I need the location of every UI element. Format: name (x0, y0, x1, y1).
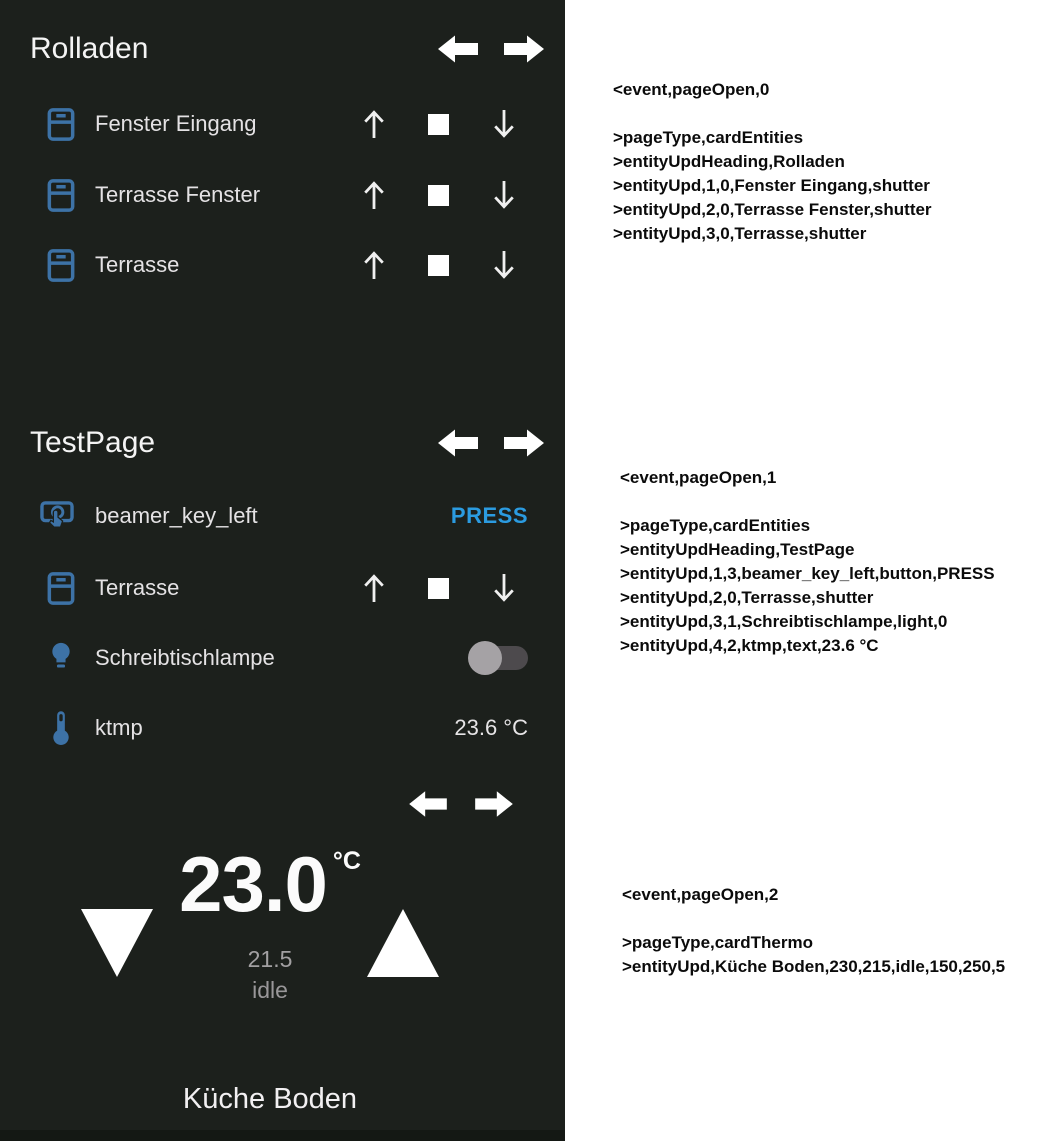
arrow-right-icon (504, 32, 544, 66)
shutter-stop-button[interactable] (427, 184, 449, 206)
arrow-down-icon (490, 107, 518, 141)
log-line: >pageType,cardEntities (620, 516, 811, 535)
arrow-left-icon (438, 426, 478, 460)
entity-row-schreibtischlampe (0, 623, 565, 693)
arrow-down-icon (490, 571, 518, 605)
log-event-line: <event,pageOpen,2 (622, 885, 779, 904)
thermometer-icon (44, 708, 78, 748)
log-line: >entityUpd,1,0,Fenster Eingang,shutter (613, 176, 930, 195)
stop-square-icon (428, 578, 449, 599)
shutter-stop-button[interactable] (427, 113, 449, 135)
thermo-title: Küche Boden (182, 1083, 358, 1115)
log-line: >entityUpdHeading,TestPage (620, 540, 855, 559)
entity-label: beamer_key_left (95, 503, 258, 528)
entity-label: Terrasse Fenster (95, 182, 261, 207)
entity-row-beamer-key-left (0, 481, 565, 551)
stop-square-icon (428, 255, 449, 276)
log-line: >entityUpd,1,3,beamer_key_left,button,PRESS (620, 564, 995, 583)
shutter-up-button[interactable] (359, 570, 389, 606)
shutter-stop-button[interactable] (427, 254, 449, 276)
light-toggle-switch[interactable] (470, 646, 528, 670)
lightbulb-icon (44, 638, 78, 678)
shutter-up-button[interactable] (359, 247, 389, 283)
arrow-up-icon (360, 107, 388, 141)
page-next-button[interactable] (504, 31, 544, 66)
entity-label: Terrasse (95, 575, 180, 600)
log-event-line: <event,pageOpen,1 (620, 468, 777, 487)
page-prev-button[interactable] (408, 786, 448, 821)
page-prev-button[interactable] (438, 31, 478, 66)
thermo-temp-unit: °C (332, 847, 361, 875)
button-press-action[interactable]: PRESS (450, 503, 528, 528)
entity-row-terrasse-2 (0, 553, 565, 623)
shutter-stop-button[interactable] (427, 577, 449, 599)
shutter-down-button[interactable] (489, 177, 519, 213)
log-panel (565, 0, 1045, 1141)
log-line: >entityUpdHeading,Rolladen (613, 152, 845, 171)
shutter-down-button[interactable] (489, 570, 519, 606)
entity-row-ktmp (0, 693, 565, 763)
text-entity-value: 23.6 °C (454, 715, 528, 740)
arrow-up-icon (360, 571, 388, 605)
log-line: >entityUpd,4,2,ktmp,text,23.6 °C (620, 636, 879, 655)
log-line: >entityUpd,2,0,Terrasse,shutter (620, 588, 874, 607)
card-heading-rolladen: Rolladen (30, 32, 149, 65)
gesture-tap-button-icon (40, 496, 74, 536)
thermo-temp-value: 23.0 (179, 840, 327, 928)
log-event-line: <event,pageOpen,0 (613, 80, 770, 99)
log-block-page2 (622, 883, 1005, 979)
entity-label: ktmp (95, 715, 143, 740)
stop-square-icon (428, 114, 449, 135)
stop-square-icon (428, 185, 449, 206)
entity-label: Terrasse (95, 252, 180, 277)
log-line: >entityUpd,2,0,Terrasse Fenster,shutter (613, 200, 932, 219)
page-nav-arrows (438, 425, 544, 460)
arrow-down-icon (490, 248, 518, 282)
log-line: >pageType,cardThermo (622, 933, 813, 952)
arrow-left-icon (438, 32, 478, 66)
log-block-page1 (620, 466, 995, 658)
arrow-down-icon (490, 178, 518, 212)
log-line: >entityUpd,Küche Boden,230,215,idle,150,250,5 (622, 957, 1006, 976)
log-block-page0 (613, 78, 932, 246)
log-spacer (613, 102, 932, 126)
arrow-right-icon (504, 426, 544, 460)
log-line: >pageType,cardEntities (613, 128, 804, 147)
log-spacer (622, 907, 1005, 931)
page-nav-arrows (408, 786, 514, 821)
arrow-left-icon (409, 788, 447, 820)
entity-row-terrasse-fenster (0, 160, 565, 230)
page-nav-arrows (438, 31, 544, 66)
page-prev-button[interactable] (438, 425, 478, 460)
log-line: >entityUpd,3,1,Schreibtischlampe,light,0 (620, 612, 948, 631)
log-line: >entityUpd,3,0,Terrasse,shutter (613, 224, 867, 243)
thermo-setpoint: 21.5 (247, 946, 293, 972)
window-shutter-icon (44, 104, 78, 144)
entity-label: Fenster Eingang (95, 111, 257, 136)
window-shutter-icon (44, 175, 78, 215)
shutter-down-button[interactable] (489, 106, 519, 142)
window-shutter-icon (44, 568, 78, 608)
shutter-up-button[interactable] (359, 177, 389, 213)
shutter-up-button[interactable] (359, 106, 389, 142)
shutter-down-button[interactable] (489, 247, 519, 283)
arrow-right-icon (475, 788, 513, 820)
panel-bottom-edge (0, 1130, 565, 1141)
arrow-up-icon (360, 248, 388, 282)
page-next-button[interactable] (474, 786, 514, 821)
arrow-up-icon (360, 178, 388, 212)
toggle-knob (468, 641, 502, 675)
log-spacer (620, 490, 995, 514)
thermo-state: idle (252, 977, 288, 1003)
entity-row-fenster-eingang (0, 89, 565, 159)
entity-row-terrasse (0, 230, 565, 300)
entity-label: Schreibtischlampe (95, 645, 275, 670)
window-shutter-icon (44, 245, 78, 285)
card-heading-testpage: TestPage (30, 426, 156, 459)
page-next-button[interactable] (504, 425, 544, 460)
